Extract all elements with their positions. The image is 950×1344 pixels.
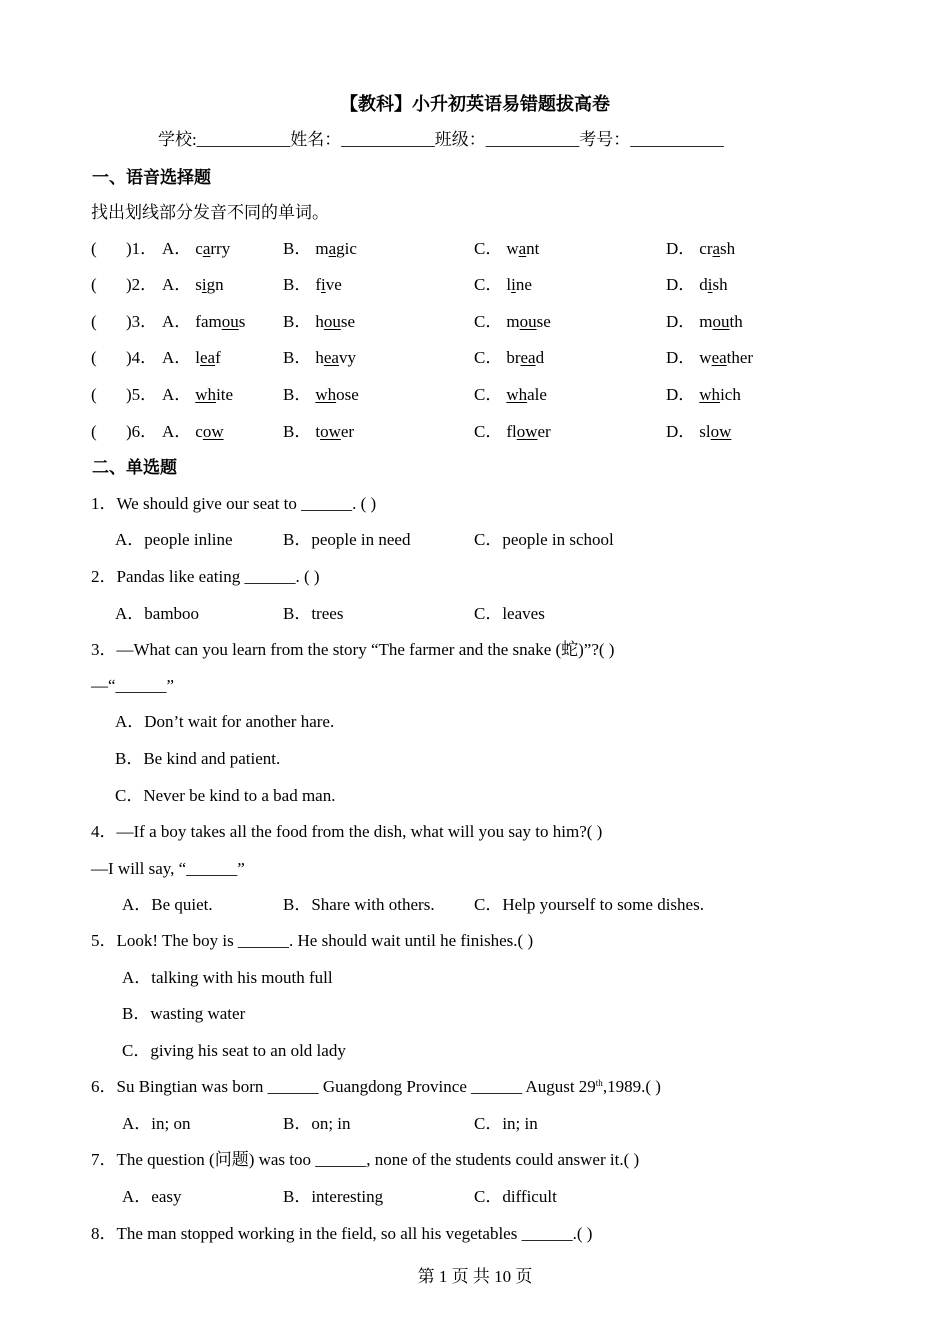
option-c bbox=[474, 384, 547, 406]
answer-bracket: ( bbox=[91, 385, 97, 404]
question-4-answer: —I will say, “______” bbox=[91, 859, 245, 878]
word-part: m bbox=[506, 312, 520, 331]
option-b: B．interesting bbox=[283, 1187, 384, 1206]
word-part: f bbox=[315, 275, 322, 294]
question-7: 7．The question (问题) was too ______, none of the students could answer it.( ) bbox=[91, 1150, 640, 1169]
word-part: t bbox=[315, 422, 321, 441]
page-title: 【教科】小升初英语易错题拔高卷 bbox=[340, 94, 610, 114]
word-part: cr bbox=[699, 239, 713, 258]
option-d bbox=[666, 274, 728, 296]
word-part: nt bbox=[526, 239, 540, 258]
word-part: er bbox=[537, 422, 551, 441]
word-part: se bbox=[536, 312, 551, 331]
word-part: rry bbox=[210, 239, 231, 258]
question-5: 5．Look! The boy is ______. He should wait until he finishes.( ) bbox=[91, 931, 534, 950]
word-part: er bbox=[340, 422, 355, 441]
word-part: sh bbox=[720, 239, 736, 258]
option-label: D． bbox=[666, 348, 696, 367]
option-a: A．Don’t wait for another hare. bbox=[115, 712, 335, 731]
option-a bbox=[162, 274, 224, 296]
option-d bbox=[666, 238, 735, 260]
word-part: l bbox=[195, 348, 201, 367]
word-part: d bbox=[535, 348, 545, 367]
word-part: ite bbox=[216, 385, 234, 404]
answer-bracket: ( bbox=[91, 348, 97, 367]
underlined-letters: wh bbox=[195, 385, 217, 404]
underlined-letters: wh bbox=[506, 385, 528, 404]
word-part: ve bbox=[325, 275, 342, 294]
word-part: gic bbox=[336, 239, 357, 258]
underlined-letters: ea bbox=[200, 348, 216, 367]
word-part: sh bbox=[712, 275, 728, 294]
underlined-letters: wh bbox=[315, 385, 337, 404]
question-number: )2． bbox=[126, 275, 158, 294]
option-label: C． bbox=[474, 385, 503, 404]
option-c: C．Help yourself to some dishes. bbox=[474, 895, 704, 914]
underlined-letters: ou bbox=[323, 312, 341, 331]
underlined-letters: i bbox=[511, 275, 516, 294]
word-part: se bbox=[340, 312, 356, 331]
word-part: gn bbox=[206, 275, 224, 294]
underlined-letters: ea bbox=[323, 348, 339, 367]
question-number: )3． bbox=[126, 312, 158, 331]
question-number: )4． bbox=[126, 348, 158, 367]
option-label: D． bbox=[666, 275, 696, 294]
word-part: fl bbox=[506, 422, 517, 441]
ordinal-suffix: th bbox=[595, 1078, 603, 1088]
option-b bbox=[283, 311, 355, 333]
underlined-letters: ou bbox=[712, 312, 730, 331]
option-c bbox=[474, 311, 551, 333]
underlined-letters: a bbox=[202, 239, 211, 258]
option-c: C．leaves bbox=[474, 604, 545, 623]
word-part: s bbox=[238, 312, 246, 331]
option-label: D． bbox=[666, 239, 696, 258]
option-a: A．easy bbox=[122, 1187, 182, 1206]
option-label: C． bbox=[474, 239, 503, 258]
word-part: h bbox=[315, 312, 324, 331]
option-label: D． bbox=[666, 312, 696, 331]
section-instruction: 找出划线部分发音不同的单词。 bbox=[91, 203, 329, 222]
option-label: B． bbox=[283, 385, 312, 404]
word-part: ose bbox=[336, 385, 359, 404]
word-part: c bbox=[195, 239, 203, 258]
question-3: 3．—What can you learn from the story “The farmer and the snake (蛇)”?( ) bbox=[91, 640, 615, 659]
option-label: C． bbox=[474, 348, 503, 367]
underlined-letters: ow bbox=[202, 422, 224, 441]
underlined-letters: wh bbox=[699, 385, 721, 404]
word-part: h bbox=[315, 348, 324, 367]
option-a bbox=[162, 421, 224, 443]
option-label: B． bbox=[283, 422, 312, 441]
question-number: )5． bbox=[126, 385, 158, 404]
answer-bracket: ( bbox=[91, 239, 97, 258]
underlined-letters: a bbox=[712, 239, 721, 258]
underlined-letters: a bbox=[328, 239, 337, 258]
option-label: B． bbox=[283, 348, 312, 367]
word-part: ne bbox=[515, 275, 532, 294]
underlined-letters: ea bbox=[520, 348, 536, 367]
option-c: C．giving his seat to an old lady bbox=[122, 1041, 346, 1060]
word-part: ther bbox=[726, 348, 754, 367]
question-2: 2．Pandas like eating ______. ( ) bbox=[91, 567, 320, 586]
option-label: A． bbox=[162, 312, 192, 331]
option-c: C．Never be kind to a bad man. bbox=[115, 786, 336, 805]
underlined-letters: i bbox=[201, 275, 207, 294]
underlined-letters: ow bbox=[516, 422, 538, 441]
option-label: D． bbox=[666, 385, 696, 404]
word-part: vy bbox=[338, 348, 356, 367]
question-4: 4．—If a boy takes all the food from the dish, what will you say to him?( ) bbox=[91, 822, 603, 841]
question-3-answer: —“______” bbox=[91, 676, 175, 695]
page-footer: 第 1 页 共 10 页 bbox=[417, 1267, 533, 1286]
question-8: 8．The man stopped working in the field, so all his vegetables ______.( ) bbox=[91, 1224, 593, 1243]
word-part: m bbox=[315, 239, 329, 258]
option-d bbox=[666, 347, 753, 369]
option-a: A．bamboo bbox=[115, 604, 200, 623]
word-part: w bbox=[506, 239, 519, 258]
question-6-text-end: ,1989.( ) bbox=[602, 1077, 661, 1096]
word-part: ich bbox=[720, 385, 741, 404]
question-1: 1．We should give our seat to ______. ( ) bbox=[91, 494, 377, 513]
option-b: B．Share with others. bbox=[283, 895, 435, 914]
option-label: A． bbox=[162, 348, 192, 367]
option-b: B．on; in bbox=[283, 1114, 351, 1133]
question-number: )6． bbox=[126, 422, 158, 441]
option-b bbox=[283, 347, 356, 369]
word-part: ale bbox=[527, 385, 547, 404]
option-c: C．people in school bbox=[474, 530, 614, 549]
option-label: C． bbox=[474, 312, 503, 331]
word-part: br bbox=[506, 348, 521, 367]
option-b bbox=[283, 421, 354, 443]
option-label: C． bbox=[474, 275, 503, 294]
word-part: d bbox=[699, 275, 708, 294]
answer-bracket: ( bbox=[91, 312, 97, 331]
option-d bbox=[666, 421, 731, 443]
option-b bbox=[283, 238, 357, 260]
option-c bbox=[474, 274, 532, 296]
underlined-letters: a bbox=[518, 239, 527, 258]
word-part: s bbox=[195, 275, 202, 294]
student-info-line: 学校:___________姓名：___________班级：___________考号：___________ bbox=[158, 130, 724, 149]
section-heading-single-choice: 二、单选题 bbox=[92, 458, 177, 477]
section-heading-phonics: 一、语音选择题 bbox=[92, 168, 211, 187]
option-a bbox=[162, 238, 230, 260]
option-c bbox=[474, 238, 539, 260]
option-a bbox=[162, 347, 221, 369]
option-c: C．difficult bbox=[474, 1187, 557, 1206]
option-label: B． bbox=[283, 239, 312, 258]
option-b: B．trees bbox=[283, 604, 344, 623]
option-label: B． bbox=[283, 275, 312, 294]
option-b: B．people in need bbox=[283, 530, 411, 549]
question-6-text: 6．Su Bingtian was born ______ Guangdong Province ______ August 29 bbox=[91, 1077, 596, 1096]
word-part: fam bbox=[195, 312, 222, 331]
option-b bbox=[283, 384, 359, 406]
option-c bbox=[474, 347, 544, 369]
answer-bracket: ( bbox=[91, 275, 97, 294]
question-6 bbox=[91, 1076, 661, 1098]
underlined-letters: ow bbox=[320, 422, 341, 441]
word-part: f bbox=[215, 348, 221, 367]
underlined-letters: i bbox=[707, 275, 713, 294]
underlined-letters: ow bbox=[710, 422, 732, 441]
option-a bbox=[162, 311, 245, 333]
option-d bbox=[666, 311, 743, 333]
option-label: A． bbox=[162, 385, 192, 404]
option-a bbox=[162, 384, 233, 406]
option-b: B．Be kind and patient. bbox=[115, 749, 281, 768]
word-part: w bbox=[699, 348, 712, 367]
option-a: A．people inline bbox=[115, 530, 233, 549]
option-c: C．in; in bbox=[474, 1114, 538, 1133]
question-number: )1． bbox=[126, 239, 158, 258]
option-label: A． bbox=[162, 422, 192, 441]
option-label: C． bbox=[474, 422, 503, 441]
option-label: B． bbox=[283, 312, 312, 331]
option-label: D． bbox=[666, 422, 696, 441]
option-label: A． bbox=[162, 239, 192, 258]
underlined-letters: ou bbox=[221, 312, 239, 331]
underlined-letters: ou bbox=[519, 312, 537, 331]
word-part: l bbox=[506, 275, 512, 294]
word-part: sl bbox=[699, 422, 711, 441]
option-a: A．Be quiet. bbox=[122, 895, 213, 914]
option-label: A． bbox=[162, 275, 192, 294]
underlined-letters: i bbox=[321, 275, 326, 294]
word-part: th bbox=[729, 312, 743, 331]
option-b bbox=[283, 274, 342, 296]
option-a: A．in; on bbox=[122, 1114, 191, 1133]
option-d bbox=[666, 384, 741, 406]
option-b: B．wasting water bbox=[122, 1004, 246, 1023]
word-part: c bbox=[195, 422, 203, 441]
option-a: A．talking with his mouth full bbox=[122, 968, 333, 987]
option-c bbox=[474, 421, 551, 443]
underlined-letters: ea bbox=[711, 348, 727, 367]
answer-bracket: ( bbox=[91, 422, 97, 441]
word-part: m bbox=[699, 312, 713, 331]
